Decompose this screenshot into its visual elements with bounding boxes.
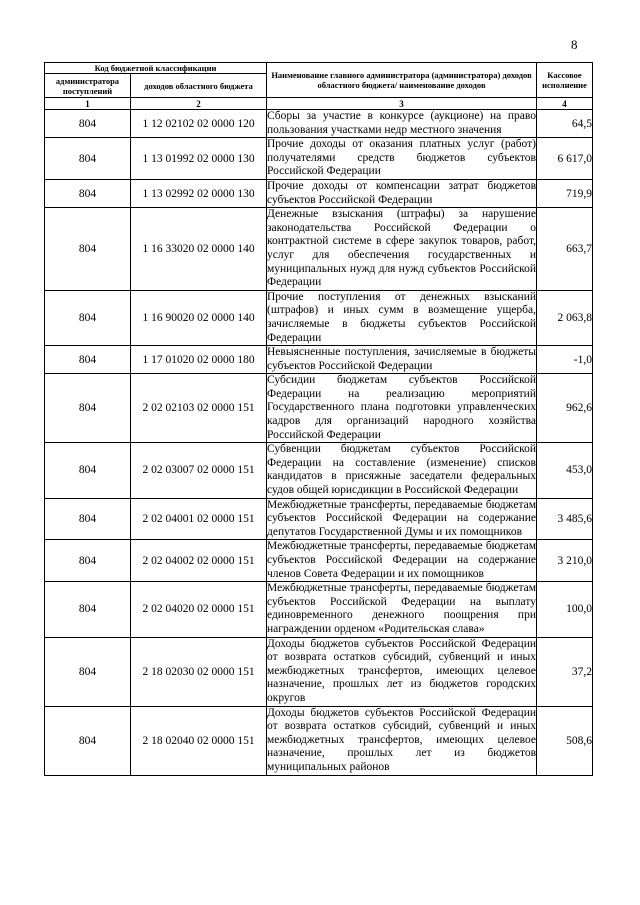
table-row [45, 346, 593, 374]
admin-code-cell: 804 [45, 374, 131, 443]
income-name-cell: Прочие доходы от компенсации затрат бюджетов субъектов Российской Федерации [267, 179, 537, 207]
income-name-cell: Прочие поступления от денежных взысканий (штрафов) и иных сумм в возмещение ущерба, зачисляемые в бюджеты субъектов Российской Федерации [267, 290, 537, 345]
income-name-cell: Доходы бюджетов субъектов Российской Федерации от возврата остатков субсидий, субвенций и иных межбюджетных трансфертов, имеющих целевое назначение, прошлых лет из бюджетов муниципальных районов [267, 706, 537, 775]
admin-code-cell: 804 [45, 582, 131, 637]
income-name-cell: Субвенции бюджетам субъектов Российской Федерации на составление (изменение) списков кандидатов в присяжные заседатели федеральных судов общей юрисдикции в Российской Федерации [267, 443, 537, 498]
header-name: Наименование главного администратора (администратора) доходов областного бюджета/ наименование доходов [267, 63, 537, 98]
table-row [45, 498, 593, 540]
execution-value-cell: 719,9 [537, 179, 593, 207]
income-code-cell: 2 02 04020 02 0000 151 [131, 582, 267, 637]
column-number: 1 [45, 98, 131, 110]
execution-value-cell: 6 617,0 [537, 138, 593, 180]
income-code-cell: 1 12 02102 02 0000 120 [131, 110, 267, 138]
table-row [45, 582, 593, 637]
table-row [45, 706, 593, 775]
income-code-cell: 1 16 90020 02 0000 140 [131, 290, 267, 345]
admin-code-cell: 804 [45, 540, 131, 582]
execution-value-cell: 962,6 [537, 374, 593, 443]
income-name-cell: Доходы бюджетов субъектов Российской Федерации от возврата остатков субсидий, субвенций и иных межбюджетных трансфертов, имеющих целевое назначение, прошлых лет из бюджетов городских округов [267, 637, 537, 706]
income-code-cell: 2 02 04001 02 0000 151 [131, 498, 267, 540]
income-code-cell: 2 02 02103 02 0000 151 [131, 374, 267, 443]
admin-code-cell: 804 [45, 138, 131, 180]
execution-value-cell: 453,0 [537, 443, 593, 498]
budget-income-table [44, 62, 593, 776]
execution-value-cell: 3 210,0 [537, 540, 593, 582]
income-name-cell: Невыясненные поступления, зачисляемые в бюджеты субъектов Российской Федерации [267, 346, 537, 374]
table-row [45, 374, 593, 443]
admin-code-cell: 804 [45, 179, 131, 207]
table-row [45, 637, 593, 706]
income-code-cell: 2 02 03007 02 0000 151 [131, 443, 267, 498]
execution-value-cell: 37,2 [537, 637, 593, 706]
execution-value-cell: -1,0 [537, 346, 593, 374]
admin-code-cell: 804 [45, 637, 131, 706]
admin-code-cell: 804 [45, 498, 131, 540]
execution-value-cell: 64,5 [537, 110, 593, 138]
income-code-cell: 2 02 04002 02 0000 151 [131, 540, 267, 582]
column-number: 3 [267, 98, 537, 110]
page-number: 8 [571, 37, 578, 52]
income-name-cell: Межбюджетные трансферты, передаваемые бюджетам субъектов Российской Федерации на выплату единовременного денежного поощрения при награждении орденом «Родительская слава» [267, 582, 537, 637]
table-row [45, 138, 593, 180]
income-code-cell: 1 17 01020 02 0000 180 [131, 346, 267, 374]
admin-code-cell: 804 [45, 443, 131, 498]
income-code-cell: 1 13 02992 02 0000 130 [131, 179, 267, 207]
income-name-cell: Денежные взыскания (штрафы) за нарушение законодательства Российской Федерации о контрактной системе в сфере закупок товаров, работ, услуг для обеспечения государственных и муниципальных нужд для нужд субъектов Российской Федерации [267, 208, 537, 291]
execution-value-cell: 663,7 [537, 208, 593, 291]
table-row [45, 443, 593, 498]
execution-value-cell: 100,0 [537, 582, 593, 637]
column-number: 4 [537, 98, 593, 110]
income-name-cell: Межбюджетные трансферты, передаваемые бюджетам субъектов Российской Федерации на содержание членов Совета Федерации и их помощников [267, 540, 537, 582]
execution-value-cell: 508,6 [537, 706, 593, 775]
header-income: доходов областного бюджета [131, 74, 267, 98]
table-row [45, 290, 593, 345]
table-row [45, 208, 593, 291]
table-row [45, 110, 593, 138]
table-row [45, 179, 593, 207]
income-name-cell: Сборы за участие в конкурсе (аукционе) на право пользования участками недр местного значения [267, 110, 537, 138]
income-name-cell: Субсидии бюджетам субъектов Российской Федерации на реализацию мероприятий Государственного плана подготовки управленческих кадров для организаций народного хозяйства Российской Федерации [267, 374, 537, 443]
execution-value-cell: 2 063,8 [537, 290, 593, 345]
header-execution: Кассовое исполнение [537, 63, 593, 98]
admin-code-cell: 804 [45, 208, 131, 291]
income-code-cell: 2 18 02030 02 0000 151 [131, 637, 267, 706]
income-name-cell: Межбюджетные трансферты, передаваемые бюджетам субъектов Российской Федерации на содержание депутатов Государственной Думы и их помощников [267, 498, 537, 540]
table-row [45, 540, 593, 582]
income-name-cell: Прочие доходы от оказания платных услуг (работ) получателями средств бюджетов субъектов Российской Федерации [267, 138, 537, 180]
income-code-cell: 1 16 33020 02 0000 140 [131, 208, 267, 291]
admin-code-cell: 804 [45, 346, 131, 374]
admin-code-cell: 804 [45, 290, 131, 345]
admin-code-cell: 804 [45, 706, 131, 775]
column-number: 2 [131, 98, 267, 110]
execution-value-cell: 3 485,6 [537, 498, 593, 540]
header-classification: Код бюджетной классификации [45, 63, 267, 74]
income-code-cell: 1 13 01992 02 0000 130 [131, 138, 267, 180]
admin-code-cell: 804 [45, 110, 131, 138]
header-admin: администратора поступлений [45, 74, 131, 98]
income-code-cell: 2 18 02040 02 0000 151 [131, 706, 267, 775]
